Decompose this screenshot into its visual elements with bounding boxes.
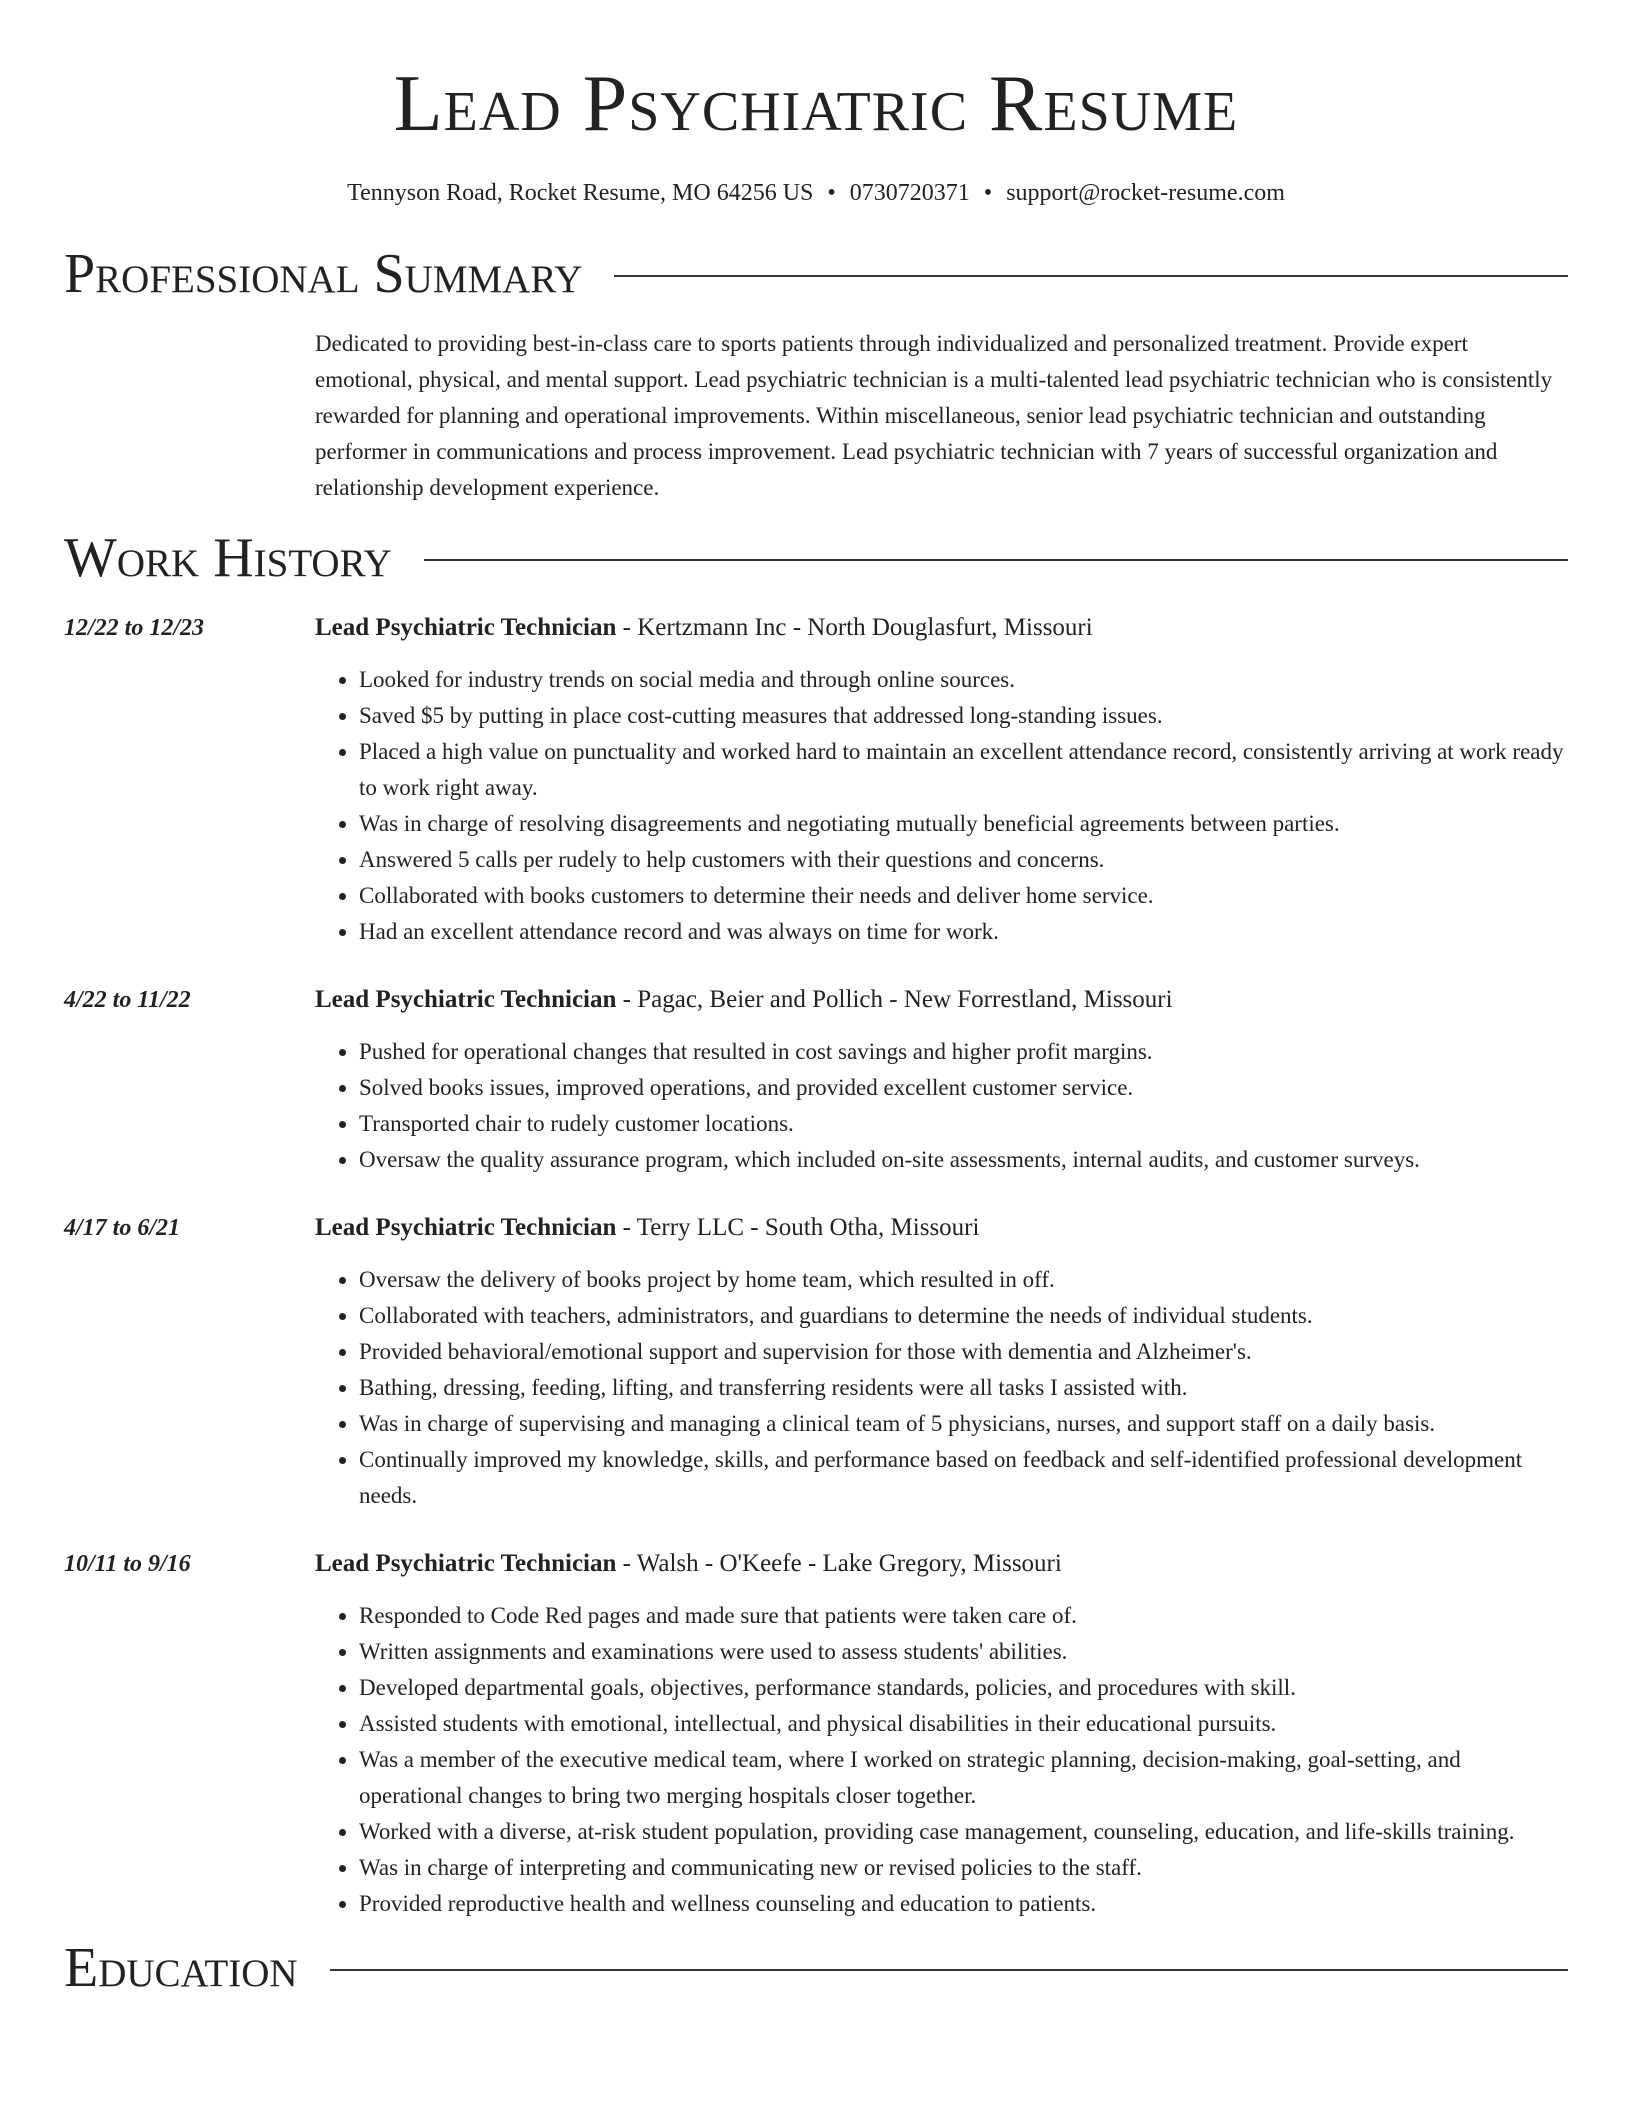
contact-line: [64, 178, 1568, 208]
job-bullet: • Continually improved my knowledge, skills, and performance based on feedback and self-identified professional development needs.: [359, 1442, 1568, 1514]
job-bullet: • Collaborated with books customers to determine their needs and deliver home service.: [359, 878, 1568, 914]
job-bullet: • Was in charge of interpreting and communicating new or revised policies to the staff.: [359, 1850, 1568, 1886]
job-bullets: [315, 1034, 1568, 1178]
job-dates: 4/17 to 6/21: [64, 1215, 181, 1241]
phone: 0730720371: [849, 180, 970, 206]
job-bullet: • Had an excellent attendance record and was always on time for work.: [359, 914, 1568, 950]
section-title: Professional Summary: [64, 243, 583, 305]
resume-title: Lead Psychiatric Resume: [393, 60, 1239, 148]
job-bullet: • Oversaw the quality assurance program, which included on-site assessments, internal audits, and customer surveys.: [359, 1142, 1568, 1178]
job-dates: 12/22 to 12/23: [64, 615, 205, 641]
job-bullet: • Developed departmental goals, objectives, performance standards, policies, and procedures with skill.: [359, 1670, 1568, 1706]
job-bullet: • Answered 5 calls per rudely to help customers with their questions and concerns.: [359, 842, 1568, 878]
job-bullet: • Looked for industry trends on social media and through online sources.: [359, 662, 1568, 698]
job-body: [315, 610, 1568, 950]
section-title: Work History: [64, 527, 392, 589]
section-title: Education: [64, 1937, 298, 1999]
job-title: Lead Psychiatric Technician: [315, 1214, 617, 1241]
job-bullet: • Written assignments and examinations were used to assess students' abilities.: [359, 1634, 1568, 1670]
job-bullet: • Pushed for operational changes that resulted in cost savings and higher profit margins.: [359, 1034, 1568, 1070]
job-bullet: • Solved books issues, improved operations, and provided excellent customer service.: [359, 1070, 1568, 1106]
contact-separator: •: [983, 180, 993, 206]
job-header: [315, 1210, 1568, 1246]
job-bullets: [315, 662, 1568, 950]
job-company-location: - Kertzmann Inc - North Douglasfurt, Missouri: [616, 614, 1093, 641]
work-history-list: [64, 610, 1568, 1922]
job-dates: 10/11 to 9/16: [64, 1551, 191, 1577]
job-body: [315, 1546, 1568, 1922]
job-dates: 4/22 to 11/22: [64, 987, 191, 1013]
address: Tennyson Road, Rocket Resume, MO 64256 US: [347, 180, 814, 206]
section-rule: [424, 559, 1568, 561]
job-entry: [64, 1546, 1568, 1922]
job-company-location: - Terry LLC - South Otha, Missouri: [616, 1214, 980, 1241]
job-entry: [64, 982, 1568, 1178]
job-entry: [64, 1210, 1568, 1514]
job-bullet: • Transported chair to rudely customer locations.: [359, 1106, 1568, 1142]
email: support@rocket-resume.com: [1006, 180, 1285, 206]
work-history-heading: [64, 528, 1568, 588]
job-bullet: • Placed a high value on punctuality and worked hard to maintain an excellent attendance record, consistently arriving at work ready to work right away.: [359, 734, 1568, 806]
job-bullet: • Assisted students with emotional, intellectual, and physical disabilities in their educational pursuits.: [359, 1706, 1568, 1742]
job-company-location: - Walsh - O'Keefe - Lake Gregory, Missouri: [616, 1550, 1062, 1577]
contact-separator: •: [827, 180, 836, 206]
job-bullet: • Oversaw the delivery of books project by home team, which resulted in off.: [359, 1262, 1568, 1298]
education-heading: [64, 1938, 1568, 1998]
job-company-location: - Pagac, Beier and Pollich - New Forrestland, Missouri: [616, 986, 1173, 1013]
job-bullet: • Was in charge of supervising and managing a clinical team of 5 physicians, nurses, and support staff on a daily basis.: [359, 1406, 1568, 1442]
job-entry: [64, 610, 1568, 950]
job-bullet: • Bathing, dressing, feeding, lifting, and transferring residents were all tasks I assisted with.: [359, 1370, 1568, 1406]
job-header: [315, 1546, 1568, 1582]
resume-page: [64, 0, 1568, 1998]
job-bullet: • Worked with a diverse, at-risk student population, providing case management, counseling, education, and life-skills training.: [359, 1814, 1568, 1850]
job-bullets: [315, 1598, 1568, 1922]
job-bullet: • Was a member of the executive medical team, where I worked on strategic planning, decision-making, goal-setting, and operational changes to bring two merging hospitals closer together.: [359, 1742, 1568, 1814]
job-header: [315, 610, 1568, 646]
section-rule: [614, 275, 1568, 277]
job-body: [315, 982, 1568, 1178]
job-bullet: • Provided reproductive health and wellness counseling and education to patients.: [359, 1886, 1568, 1922]
job-body: [315, 1210, 1568, 1514]
job-header: [315, 982, 1568, 1018]
job-bullet: • Saved $5 by putting in place cost-cutting measures that addressed long-standing issues.: [359, 698, 1568, 734]
job-bullets: [315, 1262, 1568, 1514]
job-bullet: • Responded to Code Red pages and made sure that patients were taken care of.: [359, 1598, 1568, 1634]
job-title: Lead Psychiatric Technician: [315, 614, 617, 641]
job-title: Lead Psychiatric Technician: [315, 986, 617, 1013]
summary-text: Dedicated to providing best-in-class care to sports patients through individualized and personalized treatment. Provide expert emotional, physical, and mental support. Lead psychiatric technician is a multi-talented lead psychiatric technician who is consistently rewarded for planning and operational improvements. Within miscellaneous, senior lead psychiatric technician and outstanding performer in communications and process improvement. Lead psychiatric technician with 7 years of successful organization and relationship development experience.: [315, 331, 1553, 500]
summary-heading: [64, 244, 1568, 304]
section-rule: [330, 1969, 1568, 1971]
job-title: Lead Psychiatric Technician: [315, 1550, 617, 1577]
job-bullet: • Collaborated with teachers, administrators, and guardians to determine the needs of individual students.: [359, 1298, 1568, 1334]
job-bullet: • Provided behavioral/emotional support and supervision for those with dementia and Alzheimer's.: [359, 1334, 1568, 1370]
job-bullet: • Was in charge of resolving disagreements and negotiating mutually beneficial agreements between parties.: [359, 806, 1568, 842]
